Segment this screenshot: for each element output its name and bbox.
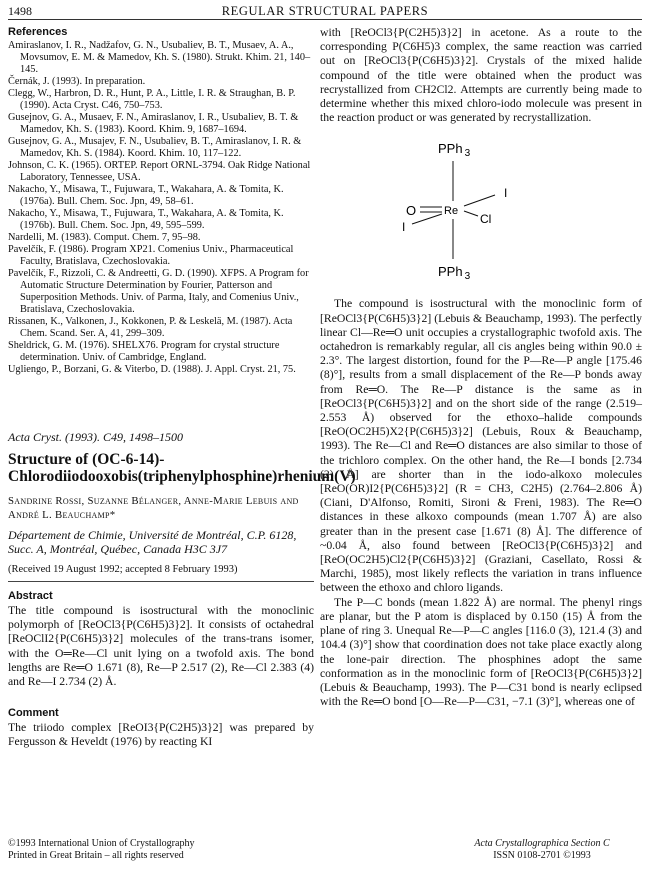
divider: [8, 581, 314, 582]
discussion-paragraph: The compound is isostructural with the monoclinic form of [ReOCl3{P(C6H5)3}2] (Lebuis & Beauchamp, 1993). The perfectly linear Cl—Re═O unit occupies a crystallographic twofold axis. The octahedron is remarkably regular, all cis angles being within 90.0 ± 2.3°. The largest distortion, found for the P—Re—P angle [175.46 (8)°], results from a small displacement of the Re—P bonds away from Re═O. The Re—P distance is the same as in [ReOCl3{P(C6H5)3}2] and on the short side of the range (2.519–2.553 Å) observed for the ethoxo–halide compounds [ReO(OC2H5)X2{P(C6H5)3}2] (Lebuis, Roux & Beauchamp, 1993). The Re—Cl and Re═O distances are also similar to those of the trichloro complex. On the other hand, the Re—I bonds [2.734 (2) Å] are shorter than in the iodo-alkoxo molecules [ReO(OR)I2{P(C6H5)3}2] (R = CH3, C2H5) (2.764–2.806 Å) (Ciani, D'Alfonso, Romiti, Sironi & Freni, 1983). The Re═O distances in these alkoxo compounds (mean 1.707 Å) are also greater than in the present case [1.671 (8) Å]. The difference of ~0.04 Å, also found between [ReOCl3{P(C6H5)3}2] and [ReO(OC2H5)Cl2{P(C6H5)3}2] (Graziani, Casellato, Rossi & Marchi, 1985), most likely reflects the variation in trans influence between the ethoxo and chloro ligands.: [320, 297, 642, 595]
reference-item: Clegg, W., Harbron, D. R., Hunt, P. A., Little, I. R. & Straughan, B. P. (1990). Acta Cryst. C46, 750–753.: [8, 88, 296, 111]
running-header: [0, 4, 650, 20]
page-number: 1498: [8, 4, 32, 18]
atom-iodine-right: I: [504, 186, 508, 201]
footer-right: [442, 838, 642, 862]
reference-item: Rissanen, K., Valkonen, J., Kokkonen, P. & Leskelä, M. (1987). Acta Chem. Scand. Ser. A, 41, 299–309.: [8, 316, 293, 339]
bond-re-i-right: [464, 195, 495, 206]
right-column: [320, 26, 642, 709]
comment-continued: with [ReOCl3{P(C2H5)3}2] in acetone. As a route to the corresponding P(C6H5)3 complex, the same reaction was carried out on [ReOCl3{P(C6H5)3}2]. Crystals of the mixed halide compound of the title were obtained when the product was recrystallized from CH2Cl2. Attempts are currently being made to determine whether this mixed chloro-iodo molecule was present in the reaction product or was generated by recrystallization.: [320, 26, 642, 125]
reference-item: Pavelčík, F. (1986). Program XP21. Comenius Univ., Pharmaceutical Faculty, Bratislava, Czechoslovakia.: [8, 244, 294, 267]
reference-item: Nakacho, Y., Misawa, T., Fujuwara, T., Wakahara, A. & Tomita, K. (1976a). Bull. Chem. Soc. Jpn, 49, 58–61.: [8, 184, 284, 207]
author-list: Sandrine Rossi, Suzanne Bélanger, Anne-Marie Lebuis and André L. Beauchamp*: [8, 495, 299, 521]
reference-item: Johnson, C. K. (1965). ORTEP. Report ORNL-3794. Oak Ridge National Laboratory, Tennessee, USA.: [8, 160, 311, 183]
atom-chlorine: Cl: [480, 212, 492, 227]
reference-item: Amiraslanov, I. R., Nadžafov, G. N., Usubaliev, B. T., Musaev, A. A., Movsumov, E. M. & Mamedov, Kh. S. (1980). Strukt. Khim. 21, 140–145.: [8, 40, 311, 75]
atom-oxygen: O: [406, 203, 417, 219]
journal-name: Acta Crystallographica Section C: [474, 838, 610, 849]
bond-re-cl: [464, 211, 478, 216]
copyright: ©1993 International Union of Crystallography: [8, 838, 195, 849]
abstract-text: The title compound is isostructural with the monoclinic polymorph of [ReOCl3{P(C6H5)3}2]. It consists of octahedral [ReOClI2{P(C6H5)3}2] molecules of the trans-trans isomer, with the O═Re—Cl unit lying on a twofold axis. The bond lengths are Re═O 1.671 (8), Re—P 2.517 (2), Re—Cl 2.383 (4) and Re—I 2.734 (2) Å.: [8, 604, 314, 689]
reference-item: Sheldrick, G. M. (1976). SHELX76. Program for crystal structure determination. Univ. of Cambridge, England.: [8, 340, 280, 363]
comment-text: The triiodo complex [ReOI3{P(C2H5)3}2] was prepared by Fergusson & Heveldt (1976) by reacting KI: [8, 721, 314, 749]
reference-item: Nardelli, M. (1983). Comput. Chem. 7, 95–98.: [8, 232, 201, 243]
reference-item: Ugliengo, P., Borzani, G. & Viterbo, D. (1988). J. Appl. Cryst. 21, 75.: [8, 364, 296, 375]
comment-heading: Comment: [8, 707, 59, 720]
printed-in: Printed in Great Britain – all rights reserved: [8, 850, 184, 861]
reference-list: [8, 40, 314, 376]
article-title: Structure of (OC-6-14)-Chlorodiiodooxobis(triphenylphosphine)rhenium(V): [8, 451, 356, 485]
atom-iodine-left: I: [402, 220, 406, 235]
discussion-paragraph-2: The P—C bonds (mean 1.822 Å) are normal. The phenyl rings are planar, but the P atom is displaced by 0.150 (15) Å from the plane of ring 3. Unequal Re—P—C angles [116.0 (3), 121.4 (3) and 104.4 (3)°] show that coordination does not take place exactly along the lone-pair direction. The phosphines adopt the same conformation as in the monoclinic form of [ReOCl3{P(C6H5)3}2] (Lebuis & Beauchamp, 1993). The P—C31 bond is nearly eclipsed with the Re═O bond [O—Re—P—C31, −7.1 (3)°], whereas one of: [320, 595, 642, 709]
structure-diagram: [320, 131, 642, 291]
left-column: [8, 26, 356, 750]
article-citation: Acta Cryst. (1993). C49, 1498–1500: [8, 430, 183, 444]
bond-re-i-left: [412, 214, 442, 224]
references-heading: References: [8, 26, 68, 38]
received-dates: (Received 19 August 1992; accepted 8 February 1993): [8, 564, 238, 575]
abstract-heading: Abstract: [8, 590, 53, 602]
structure-svg: [320, 131, 642, 291]
reference-item: Pavelčík, F., Rizzoli, C. & Andreetti, G. D. (1990). XFPS. A Program for Automatic Structure Determination by Fourier, Patterson and Superposition Methods. Univ. of Parma, Italy, and Comenius Univ., Bratislava, Czechoslovakia.: [8, 268, 309, 315]
footer-left: [8, 838, 194, 862]
atom-p-top: PPh $_3$: [438, 141, 471, 160]
reference-item: Černák, J. (1993). In preparation.: [8, 76, 146, 87]
header-rule: [8, 19, 642, 20]
running-title: REGULAR STRUCTURAL PAPERS: [221, 4, 429, 18]
atom-rhenium: Re: [444, 205, 459, 218]
reference-item: Gusejnov, G. A., Musaev, F. N., Amiraslanov, I. R., Usubaliev, B. T. & Mamedov, Kh. S. (1983). Koord. Khim. 9, 1687–1694.: [8, 112, 299, 135]
affiliation: Département de Chimie, Université de Montréal, C.P. 6128, Succ. A, Montréal, Québec, Canada H3C 3J7: [8, 528, 297, 556]
issn: ISSN 0108-2701 ©1993: [493, 850, 591, 861]
reference-item: Nakacho, Y., Misawa, T., Fujuwara, T., Wakahara, A. & Tomita, K. (1976b). Bull. Chem. Soc. Jpn, 49, 595–599.: [8, 208, 284, 231]
atom-p-bottom: PPh $_3$: [438, 264, 471, 283]
reference-item: Gusejnov, G. A., Musajev, F. N., Usubaliev, B. T., Amiraslanov, I. R. & Mamedov, Kh. S. (1984). Koord. Khim. 10, 117–122.: [8, 136, 302, 159]
